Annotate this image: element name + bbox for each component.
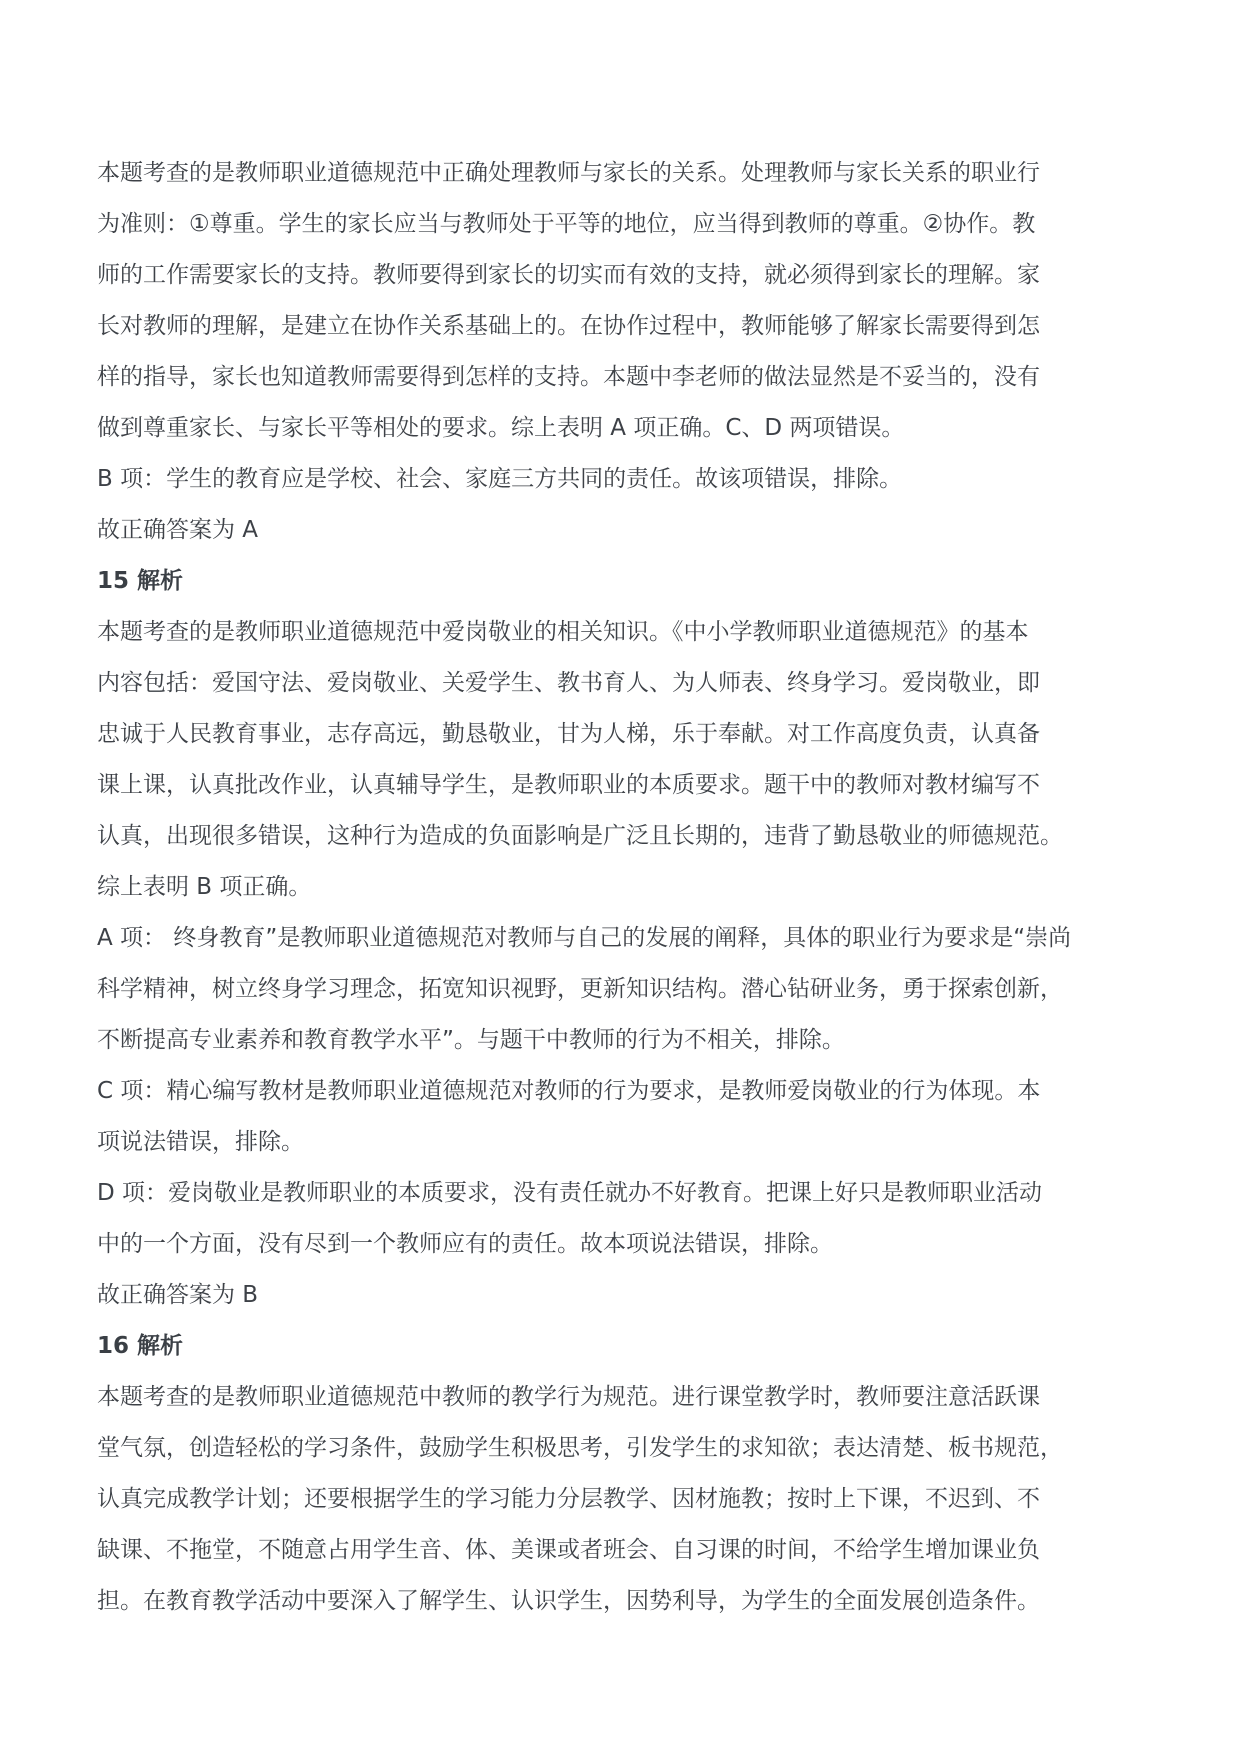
paragraph-line: 综上表明 B 项正确。 xyxy=(97,874,312,900)
paragraph-line: 长对教师的理解，是建立在协作关系基础上的。在协作过程中，教师能够了解家长需要得到怎 xyxy=(97,313,1040,339)
section-heading: 15 解析 xyxy=(97,568,184,594)
paragraph-line: 做到尊重家长、与家长平等相处的要求。综上表明 A 项正确。C、D 两项错误。 xyxy=(97,415,905,441)
paragraph-line: 堂气氛，创造轻松的学习条件，鼓励学生积极思考，引发学生的求知欲；表达清楚、板书规范， xyxy=(97,1435,1063,1461)
paragraph-line: A 项： 终身教育”是教师职业道德规范对教师与自己的发展的阐释，具体的职业行为要求是“崇尚 xyxy=(97,925,1072,951)
paragraph-line: 中的一个方面，没有尽到一个教师应有的责任。故本项说法错误，排除。 xyxy=(97,1231,833,1257)
paragraph-line: 内容包括：爱国守法、爱岗敬业、关爱学生、教书育人、为人师表、终身学习。爱岗敬业，即 xyxy=(97,670,1040,696)
paragraph-line: 样的指导，家长也知道教师需要得到怎样的支持。本题中李老师的做法显然是不妥当的，没有 xyxy=(97,364,1040,390)
paragraph-line: 为准则：①尊重。学生的家长应当与教师处于平等的地位，应当得到教师的尊重。②协作。教 xyxy=(97,211,1036,237)
paragraph-line: 故正确答案为 A xyxy=(97,517,259,543)
paragraph-line: 本题考查的是教师职业道德规范中教师的教学行为规范。进行课堂教学时，教师要注意活跃课 xyxy=(97,1384,1040,1410)
paragraph-line: C 项：精心编写教材是教师职业道德规范对教师的行为要求，是教师爱岗敬业的行为体现。本 xyxy=(97,1078,1041,1104)
paragraph-line: 不断提高专业素养和教育教学水平”。与题干中教师的行为不相关，排除。 xyxy=(97,1027,845,1053)
paragraph-line: 忠诚于人民教育事业，志存高远，勤恳敬业，甘为人梯，乐于奉献。对工作高度负责，认真备 xyxy=(97,721,1040,747)
document-page xyxy=(97,160,1147,1639)
paragraph-line: 担。在教育教学活动中要深入了解学生、认识学生，因势利导，为学生的全面发展创造条件。 xyxy=(97,1588,1040,1614)
section-heading: 16 解析 xyxy=(97,1333,184,1359)
paragraph-line: 科学精神，树立终身学习理念，拓宽知识视野，更新知识结构。潜心钻研业务，勇于探索创新， xyxy=(97,976,1063,1002)
paragraph-line: 项说法错误，排除。 xyxy=(97,1129,304,1155)
paragraph-line: 认真，出现很多错误，这种行为造成的负面影响是广泛且长期的，违背了勤恳敬业的师德规范。 xyxy=(97,823,1063,849)
paragraph-line: B 项：学生的教育应是学校、社会、家庭三方共同的责任。故该项错误，排除。 xyxy=(97,466,903,492)
paragraph-line: 本题考查的是教师职业道德规范中正确处理教师与家长的关系。处理教师与家长关系的职业行 xyxy=(97,160,1040,186)
paragraph-line: 认真完成教学计划；还要根据学生的学习能力分层教学、因材施教；按时上下课，不迟到、不 xyxy=(97,1486,1040,1512)
paragraph-line: 缺课、不拖堂，不随意占用学生音、体、美课或者班会、自习课的时间，不给学生增加课业负 xyxy=(97,1537,1040,1563)
paragraph-line: 故正确答案为 B xyxy=(97,1282,259,1308)
paragraph-line: 师的工作需要家长的支持。教师要得到家长的切实而有效的支持，就必须得到家长的理解。家 xyxy=(97,262,1040,288)
paragraph-line: 本题考查的是教师职业道德规范中爱岗敬业的相关知识。《中小学教师职业道德规范》的基本 xyxy=(97,619,1029,645)
paragraph-line: D 项：爱岗敬业是教师职业的本质要求，没有责任就办不好教育。把课上好只是教师职业活动 xyxy=(97,1180,1043,1206)
paragraph-line: 课上课，认真批改作业，认真辅导学生，是教师职业的本质要求。题干中的教师对教材编写不 xyxy=(97,772,1040,798)
